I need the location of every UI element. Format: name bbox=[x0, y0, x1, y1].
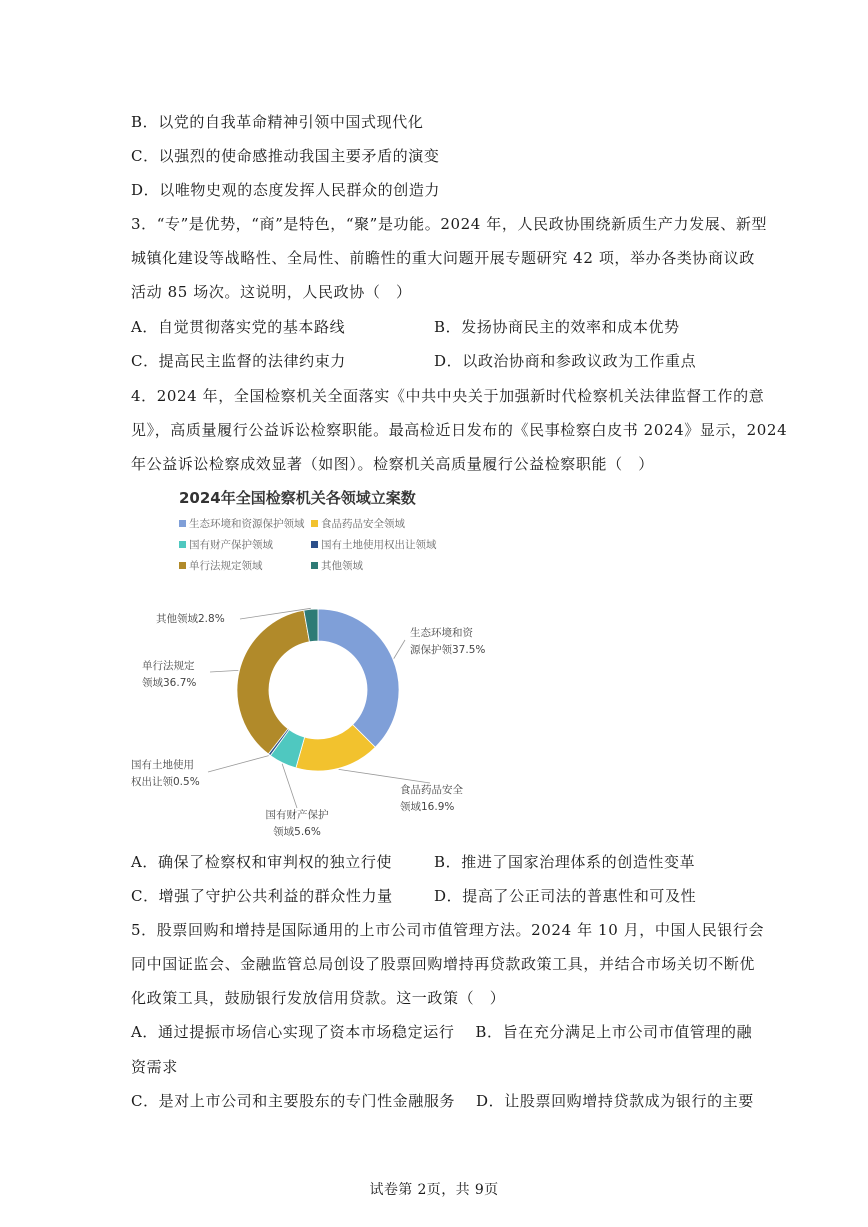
donut-slice bbox=[304, 609, 318, 642]
q5-stem-line-3: 化政策工具，鼓励银行发放信用贷款。这一政策（ ） bbox=[131, 989, 506, 1007]
legend-swatch bbox=[311, 520, 318, 527]
legend-swatch bbox=[179, 541, 186, 548]
q5-option-b-continued: 资需求 bbox=[131, 1058, 178, 1076]
q2-option-d: D．以唯物史观的态度发挥人民群众的创造力 bbox=[131, 181, 441, 199]
legend-swatch bbox=[311, 541, 318, 548]
data-label: 国有土地使用 bbox=[131, 759, 194, 771]
data-label: 其他领域2.8% bbox=[156, 613, 225, 625]
leader-line bbox=[240, 608, 311, 619]
q2-option-b: B．以党的自我革命精神引领中国式现代化 bbox=[131, 113, 424, 131]
legend-swatch bbox=[311, 562, 318, 569]
donut-slice bbox=[270, 730, 304, 768]
donut-slice bbox=[268, 729, 289, 756]
q4-option-a: A．确保了检察权和审判权的独立行使 bbox=[131, 853, 393, 871]
q3-stem-line-1: 3．“专”是优势，“商”是特色，“聚”是功能。2024 年，人民政协围绕新质生产力发展、新型 bbox=[131, 215, 768, 233]
data-label: 权出让领0.5% bbox=[131, 776, 200, 788]
donut-slice bbox=[237, 610, 309, 754]
legend-entry: 国有土地使用权出让领域 bbox=[321, 539, 437, 551]
q3-option-c: C．提高民主监督的法律约束力 bbox=[131, 352, 346, 370]
donut-slice bbox=[318, 609, 399, 747]
legend-entry: 其他领域 bbox=[321, 560, 363, 572]
chart-slices bbox=[237, 609, 399, 771]
legend-entry: 生态环境和资源保护领域 bbox=[189, 518, 305, 530]
leader-line bbox=[208, 756, 269, 772]
data-label: 领域36.7% bbox=[142, 677, 197, 689]
q4-option-c: C．增强了守护公共利益的群众性力量 bbox=[131, 887, 393, 905]
q2-option-c: C．以强烈的使命感推动我国主要矛盾的演变 bbox=[131, 147, 440, 165]
q3-stem-line-2: 城镇化建设等战略性、全局性、前瞻性的重大问题开展专题研究 42 项，举办各类协商议政 bbox=[131, 249, 755, 267]
leader-line bbox=[394, 640, 405, 659]
q3-option-d: D．以政治协商和参政议政为工作重点 bbox=[434, 352, 697, 370]
chart-data-labels bbox=[131, 612, 485, 838]
legend-swatch bbox=[179, 562, 186, 569]
data-label: 国有财产保护 bbox=[265, 809, 329, 821]
q5-stem-line-1: 5．股票回购和增持是国际通用的上市公司市值管理方法。2024 年 10 月，中国人民银行会 bbox=[131, 921, 765, 939]
chart-title: 2024年全国检察机关各领域立案数 bbox=[179, 489, 416, 507]
chart-leader-lines bbox=[208, 608, 430, 808]
legend-swatch bbox=[179, 520, 186, 527]
q4-option-b: B．推进了国家治理体系的创造性变革 bbox=[434, 853, 696, 871]
q5-options-cd: C．是对上市公司和主要股东的专门性金融服务 D．让股票回购增持贷款成为银行的主要 bbox=[131, 1092, 754, 1110]
q4-stem-line-1: 4．2024 年，全国检察机关全面落实《中共中央关于加强新时代检察机关法律监督工作的意 bbox=[131, 387, 765, 405]
chart-legend bbox=[179, 517, 437, 572]
page-footer: 试卷第 2页，共 9页 bbox=[369, 1182, 499, 1198]
legend-entry: 单行法规定领域 bbox=[189, 560, 263, 572]
data-label: 领域5.6% bbox=[273, 826, 321, 838]
legend-entry: 食品药品安全领域 bbox=[321, 518, 405, 530]
leader-line bbox=[282, 764, 297, 808]
data-label: 源保护领37.5% bbox=[410, 644, 486, 656]
q5-options-ab: A．通过提振市场信心实现了资本市场稳定运行 B．旨在充分满足上市公司市值管理的融 bbox=[131, 1023, 753, 1041]
data-label: 领域16.9% bbox=[400, 801, 455, 813]
q3-option-a: A．自觉贯彻落实党的基本路线 bbox=[131, 318, 346, 336]
data-label: 单行法规定 bbox=[142, 660, 195, 672]
leader-line bbox=[339, 769, 430, 783]
donut-slice bbox=[296, 725, 375, 771]
legend-entry: 国有财产保护领域 bbox=[189, 539, 273, 551]
q5-stem-line-2: 同中国证监会、金融监管总局创设了股票回购增持再贷款政策工具，并结合市场关切不断优 bbox=[131, 955, 756, 973]
q4-stem-line-2: 见》，高质量履行公益诉讼检察职能。最高检近日发布的《民事检察白皮书 2024》显示，2024 bbox=[131, 421, 788, 439]
q4-option-d: D．提高了公正司法的普惠性和可及性 bbox=[434, 887, 697, 905]
q4-stem-line-3: 年公益诉讼检察成效显著（如图）。检察机关高质量履行公益检察职能（ ） bbox=[131, 455, 654, 473]
data-label: 食品药品安全 bbox=[400, 784, 463, 796]
q3-stem-line-3: 活动 85 场次。这说明，人民政协（ ） bbox=[131, 283, 412, 301]
data-label: 生态环境和资 bbox=[410, 627, 473, 639]
leader-line bbox=[210, 670, 238, 672]
q3-option-b: B．发扬协商民主的效率和成本优势 bbox=[434, 318, 680, 336]
